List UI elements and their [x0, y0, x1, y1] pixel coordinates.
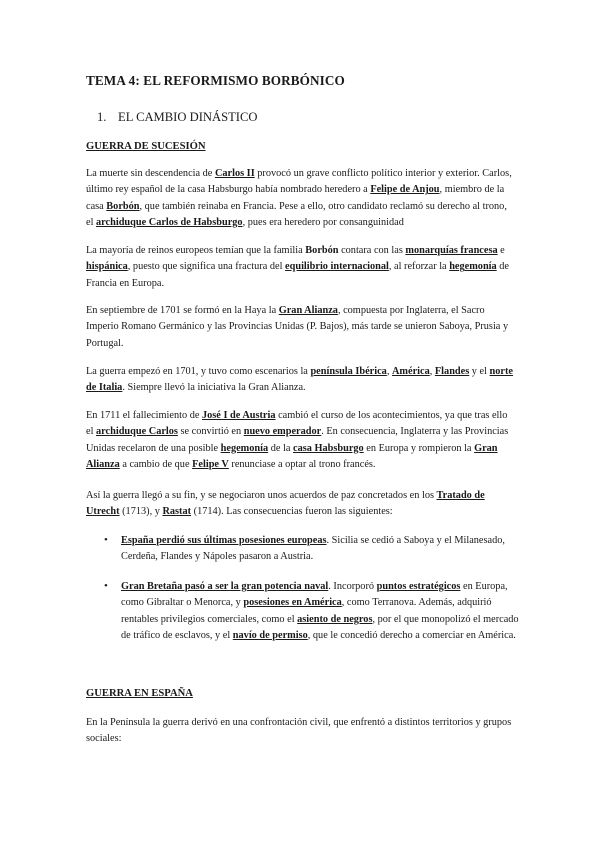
key-term: Felipe de Anjou [370, 184, 440, 196]
key-term: posesiones en América [243, 597, 342, 609]
key-term: España perdió sus últimas posesiones europeas [121, 535, 327, 546]
key-term: América [392, 366, 430, 377]
section-heading [97, 110, 258, 125]
key-term: archiduque Carlos de Habsburgo [96, 217, 243, 229]
key-term: Gran Alianza [86, 442, 498, 471]
key-term: Borbón [106, 200, 140, 212]
bullet-marker: • [104, 534, 108, 546]
key-term: archiduque Carlos [96, 426, 178, 438]
bullet-marker: • [104, 580, 108, 592]
paragraph-6: Así la guerra llegó a su fin, y se negociaron unos acuerdos de paz concretados en los Tratado de Utrecht (1713), y Rastat (1714). Las consecuencias fueron las siguientes: [86, 490, 485, 518]
paragraph-5: En 1711 el fallecimiento de José I de Austria cambió el curso de los acontecimientos, ya que tras ello el archiduque Carlos se convirtió en nuevo emperador. En consecuencia, Inglaterra y las Provincias Unidas recelaron de una posible hegemonía de la casa Habsburgo en Europa y rompieron la Gran Alianza a cambio de que Felipe V renunciase a optar al trono francés. [86, 410, 509, 471]
subheading-guerra-sucesion: GUERRA DE SUCESIÓN [86, 141, 206, 152]
key-term: José I de Austria [202, 410, 276, 421]
key-term: Tratado de Utrecht [86, 490, 485, 518]
key-term: nuevo emperador [243, 426, 322, 438]
section-number: 1. [97, 110, 107, 124]
key-term: hegemonía [449, 261, 497, 273]
subheading-guerra-espana: GUERRA EN ESPAÑA [86, 688, 193, 699]
key-term: Gran Alianza [278, 305, 338, 316]
key-term: Felipe V [192, 459, 229, 471]
section-title: EL CAMBIO DINÁSTICO [118, 110, 258, 124]
key-term: asiento de negros [297, 613, 373, 625]
paragraph-3: En septiembre de 1701 se formó en la Haya la Gran Alianza, compuesta por Inglaterra, el Sacro Imperio Romano Germánico y las Provincias Unidas (P. Bajos), más tarde se unieron Saboya, Prusia y Portugal. [86, 305, 509, 349]
key-term: Carlos II [214, 168, 255, 179]
paragraph-1: La muerte sin descendencia de Carlos II provocó un grave conflicto político interior y exterior. Carlos, último rey español de la casa Habsburgo había nombrado heredero a Felipe de Anjou, miembro de la casa Borbón, que también reinaba en Francia. Pese a ello, otro candidato reclamó su derecho al trono, el archiduque Carlos de Habsburgo, pues era heredero por consanguinidad [86, 168, 512, 229]
bullet-item-1: España perdió sus últimas posesiones europeas. Sicilia se cedió a Saboya y el Milanesado, Cerdeña, Flandes y Nápoles pasaron a Austria. [121, 535, 505, 563]
key-term: hegemonía [220, 442, 269, 454]
key-term: Borbón [305, 245, 339, 256]
key-term: Flandes [434, 366, 470, 377]
key-term: Rastat [162, 506, 192, 518]
key-term: navío de permiso [232, 630, 308, 642]
key-term: hispánica [86, 261, 128, 273]
paragraph-2: La mayoría de reinos europeos temían que la familia Borbón contara con las monarquías francesa e hispánica, puesto que significa una fractura del equilibrio internacional, al reforzar la hegemonía de Francia en Europa. [86, 245, 509, 289]
key-term: monarquías francesa [405, 245, 498, 256]
key-term: norte de Italia [86, 366, 513, 394]
key-term: equilibrio internacional [285, 261, 389, 273]
bullet-item-2: Gran Bretaña pasó a ser la gran potencia naval. Incorporó puntos estratégicos en Europa, como Gibraltar o Menorca, y posesiones en América, como Terranova. Además, adquirió rentables privilegios comerciales, como el asiento de negros, por el que monopolizó el mercado de tráfico de esclavos, y el navío de permiso, que le concedió derecho a comerciar en América. [121, 581, 519, 642]
key-term: península Ibérica [310, 366, 387, 377]
key-term: casa Habsburgo [293, 442, 364, 454]
key-term: puntos estratégicos [376, 581, 461, 592]
document-title: TEMA 4: EL REFORMISMO BORBÓNICO [86, 73, 345, 88]
key-term: Gran Bretaña pasó a ser la gran potencia naval [121, 581, 329, 592]
paragraph-4: La guerra empezó en 1701, y tuvo como escenarios la península Ibérica, América, Flandes y el norte de Italia. Siempre llevó la iniciativa la Gran Alianza. [86, 366, 513, 394]
paragraph-7: En la Península la guerra derivó en una confrontación civil, que enfrentó a distintos territorios y grupos sociales: [86, 717, 512, 745]
